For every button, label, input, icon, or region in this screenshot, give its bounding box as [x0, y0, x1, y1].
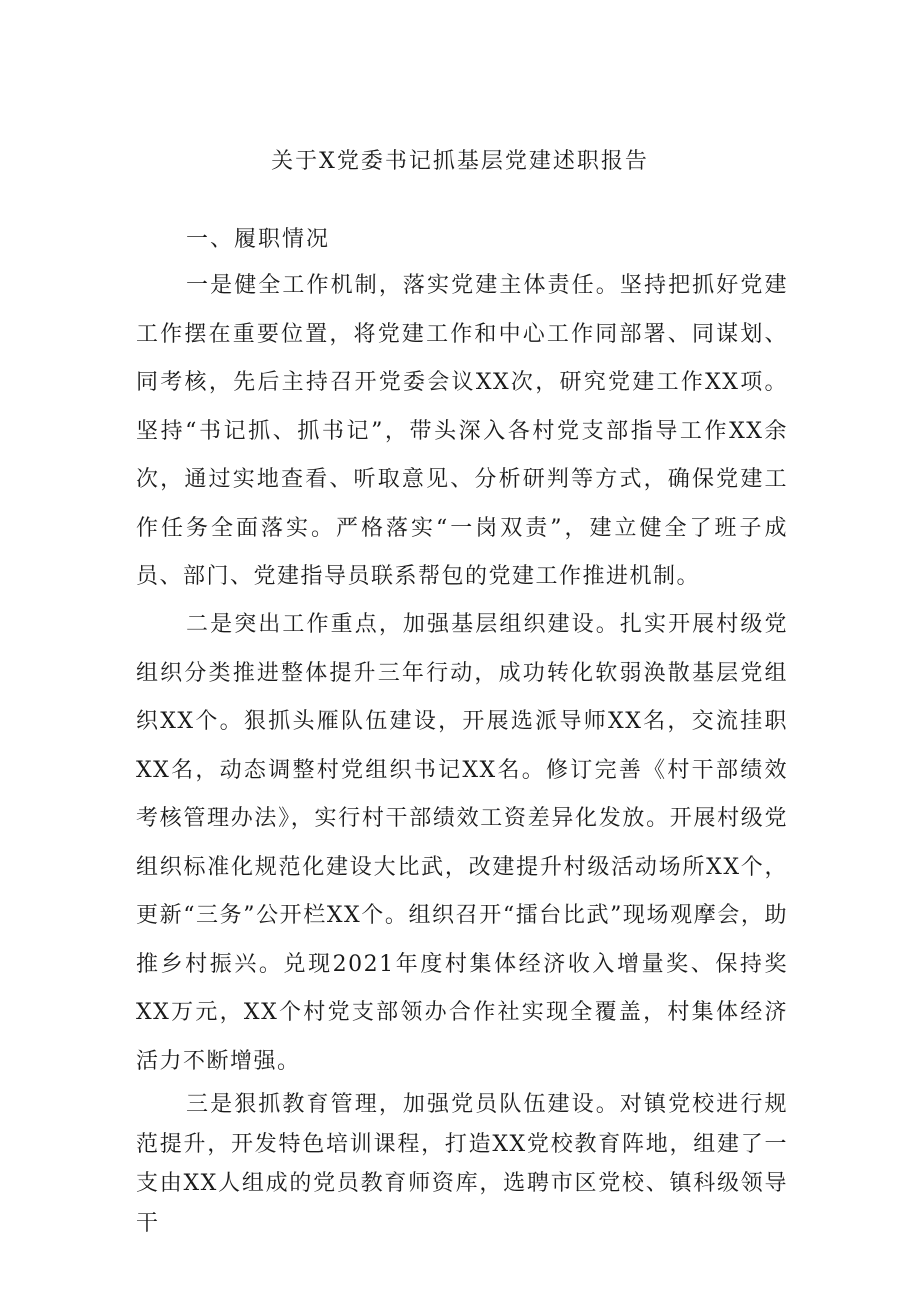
document-title: 关于X党委书记抓基层党建述职报告: [271, 149, 649, 174]
section-heading: 一、履职情况: [186, 227, 331, 252]
paragraph-2: 二是突出工作重点，加强基层组织建设。扎实开展村级党组织分类推进整体提升三年行动，成功转化软弱涣散基层党组织XX个。狠抓头雁队伍建设，开展选派导师XX名，交流挂职XX名，动态调整村党组织书记XX名。修订完善《村干部绩效考核管理办法》，实行村干部绩效工资差异化发放。开展村级党组织标准化规范化建设大比武，改建提升村级活动场所XX个，更新“三务”公开栏XX个。组织召开“擂台比武”现场观摩会，助推乡村振兴。兑现2021年度村集体经济收入增量奖、保持奖XX万元，XX个村党支部领办合作社实现全覆盖，村集体经济活力不断增强。: [136, 612, 788, 1074]
paragraph-1: 一是健全工作机制，落实党建主体责任。坚持把抓好党建工作摆在重要位置，将党建工作和中心工作同部署、同谋划、同考核，先后主持召开党委会议XX次，研究党建工作XX项。坚持“书记抓、抓书记”，带头深入各村党支部指导工作XX余次，通过实地查看、听取意见、分析研判等方式，确保党建工作任务全面落实。严格落实“一岗双责”，建立健全了班子成员、部门、党建指导员联系帮包的党建工作推进机制。: [136, 273, 788, 589]
paragraph-3: 三是狠抓教育管理，加强党员队伍建设。对镇党校进行规范提升，开发特色培训课程，打造XX党校教育阵地，组建了一支由XX人组成的党员教育师资库，选聘市区党校、镇科级领导干: [136, 1092, 788, 1236]
